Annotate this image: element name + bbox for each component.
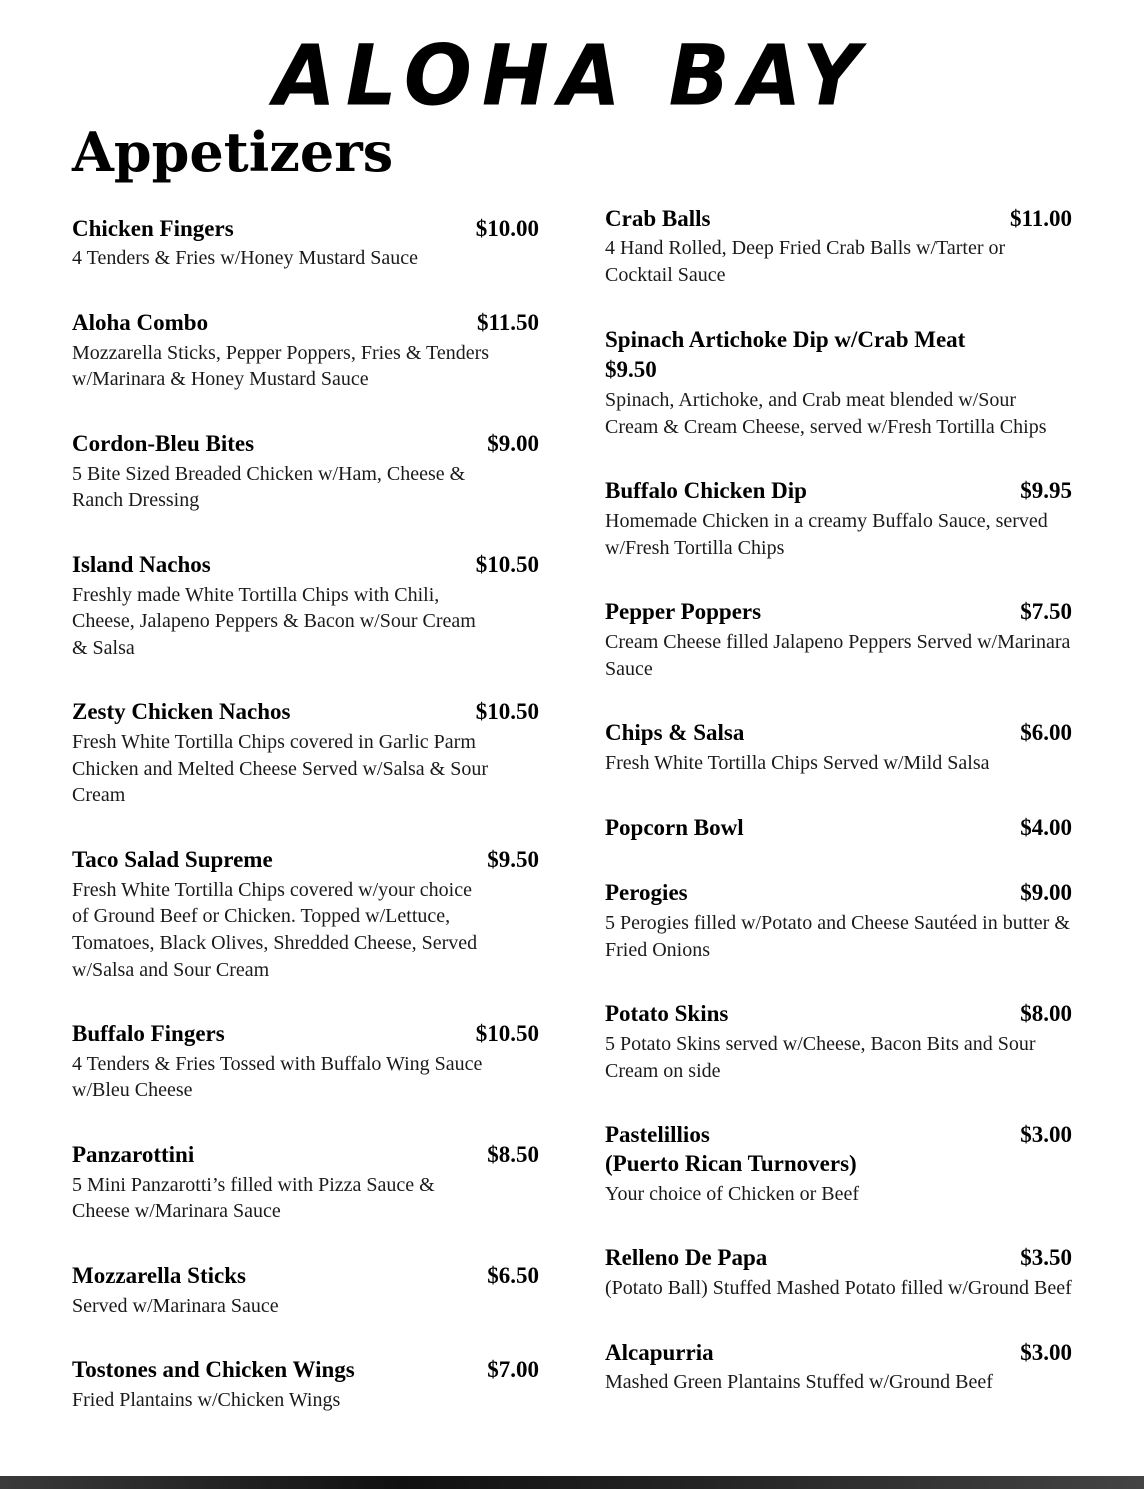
menu-item [605, 879, 1072, 963]
item-price: $8.50 [487, 1142, 539, 1168]
menu-item-header [72, 215, 539, 244]
menu-item-header [605, 814, 1072, 843]
item-description: Homemade Chicken in a creamy Buffalo Sauce, served w/Fresh Tortilla Chips [605, 510, 1048, 559]
item-description: 5 Potato Skins served w/Cheese, Bacon Bits and Sour Cream on side [605, 1032, 1036, 1082]
item-description: Your choice of Chicken or Beef [605, 1182, 860, 1205]
item-price: $10.50 [475, 699, 539, 725]
item-name: Spinach Artichoke Dip w/Crab Meat [605, 326, 966, 352]
menu-item-header [72, 1262, 539, 1291]
item-description: Fried Plantains w/Chicken Wings [72, 1389, 341, 1412]
item-name: Cordon-Bleu Bites [72, 430, 255, 456]
item-name: Island Nachos [72, 551, 211, 577]
item-name: Crab Balls [605, 205, 711, 231]
item-price: $11.50 [477, 310, 539, 336]
section-title: Appetizers [72, 120, 394, 184]
menu-item-header [605, 477, 1072, 506]
item-description: Spinach, Artichoke, and Crab meat blended w/Sour Cream & Cream Cheese, served w/Fresh Tortilla Chips [605, 389, 1047, 438]
item-price: $8.00 [1020, 1001, 1072, 1027]
item-description: (Potato Ball) Stuffed Mashed Potato filled w/Ground Beef [605, 1277, 1072, 1299]
menu-item-header [72, 1356, 539, 1385]
menu-item [72, 1262, 539, 1319]
restaurant-title: ALOHA BAY [273, 26, 871, 125]
menu-item-header [605, 1121, 1072, 1150]
menu-item-header [72, 551, 539, 580]
menu-columns [72, 205, 1072, 1451]
menu-item [72, 1356, 539, 1413]
item-description: Fresh White Tortilla Chips covered w/your choice of Ground Beef or Chicken. Topped w/Lettuce, Tomatoes, Black Olives, Shredded Cheese, Served w/Salsa and Sour Cream [72, 878, 478, 981]
menu-item [605, 598, 1072, 682]
menu-item [72, 1141, 539, 1225]
menu-item [605, 719, 1072, 776]
item-name: Chips & Salsa [605, 720, 745, 746]
menu-item [605, 1339, 1072, 1396]
menu-item [605, 814, 1072, 843]
menu-item-header [72, 1141, 539, 1170]
menu-item [605, 1244, 1072, 1301]
menu-item-header [605, 598, 1072, 627]
item-price: $7.50 [1020, 599, 1072, 625]
menu-item-header [72, 430, 539, 459]
item-price: $10.50 [475, 1021, 539, 1047]
item-price: $9.95 [1020, 478, 1072, 504]
item-price: $4.00 [1020, 814, 1072, 840]
item-price: $9.50 [487, 846, 539, 872]
menu-item-header [605, 1339, 1072, 1368]
menu-item [605, 205, 1072, 289]
item-price: $6.50 [487, 1262, 539, 1288]
menu-item-header [605, 879, 1072, 908]
menu-column-right [605, 205, 1072, 1451]
item-name: Perogies [605, 880, 688, 906]
menu-item-header [72, 1020, 539, 1049]
menu-item [605, 1121, 1072, 1207]
menu-item-header [605, 719, 1072, 748]
item-description: 4 Tenders & Fries w/Honey Mustard Sauce [72, 247, 418, 270]
menu-item-header [605, 326, 1072, 386]
menu-item-header [72, 698, 539, 727]
menu-item-header [605, 1000, 1072, 1029]
item-name: Alcapurria [605, 1339, 714, 1365]
menu-item [72, 846, 539, 983]
item-name: Potato Skins [605, 1001, 729, 1027]
item-name: Tostones and Chicken Wings [72, 1357, 355, 1383]
item-name: Taco Salad Supreme [72, 846, 273, 872]
item-price: $9.50 [605, 357, 657, 383]
item-description: 4 Hand Rolled, Deep Fried Crab Balls w/Tarter or Cocktail Sauce [605, 237, 1006, 287]
item-price: $10.50 [475, 551, 539, 577]
item-description: 5 Perogies filled w/Potato and Cheese Sautéed in butter & Fried Onions [605, 912, 1070, 961]
item-description: 5 Mini Panzarotti’s filled with Pizza Sauce & Cheese w/Marinara Sauce [72, 1173, 435, 1223]
menu-item-header [72, 846, 539, 875]
item-name: Panzarottini [72, 1142, 195, 1168]
item-price: $9.00 [1020, 880, 1072, 906]
item-name: Chicken Fingers [72, 215, 234, 241]
item-name: Relleno De Papa [605, 1245, 768, 1271]
item-description: Mashed Green Plantains Stuffed w/Ground Beef [605, 1371, 993, 1394]
item-name: Buffalo Fingers [72, 1021, 225, 1047]
menu-item [72, 215, 539, 272]
item-price: $11.00 [1010, 205, 1072, 231]
item-name-line2: (Puerto Rican Turnovers) [605, 1150, 857, 1176]
item-price: $3.00 [1020, 1122, 1072, 1148]
item-price: $3.00 [1020, 1339, 1072, 1365]
menu-item [72, 551, 539, 662]
item-name: Pepper Poppers [605, 599, 762, 625]
menu-item [72, 309, 539, 393]
menu-item [72, 1020, 539, 1104]
item-price: $7.00 [487, 1357, 539, 1383]
item-name: Buffalo Chicken Dip [605, 478, 807, 504]
item-description: Cream Cheese filled Jalapeno Peppers Served w/Marinara Sauce [605, 631, 1071, 680]
menu-item [72, 430, 539, 514]
menu-item-header [605, 205, 1072, 234]
item-name: Mozzarella Sticks [72, 1262, 246, 1288]
menu-item [605, 326, 1072, 441]
item-description: 5 Bite Sized Breaded Chicken w/Ham, Cheese & Ranch Dressing [72, 462, 466, 512]
menu-item [605, 477, 1072, 561]
menu-column-left [72, 215, 539, 1451]
item-name: Popcorn Bowl [605, 814, 744, 840]
item-description: Fresh White Tortilla Chips Served w/Mild Salsa [605, 751, 990, 774]
item-price: $6.00 [1020, 720, 1072, 746]
item-price: $10.00 [475, 215, 539, 241]
item-description: 4 Tenders & Fries Tossed with Buffalo Wing Sauce w/Bleu Cheese [72, 1052, 483, 1102]
menu-item-header [605, 1244, 1072, 1273]
item-name: Zesty Chicken Nachos [72, 699, 291, 725]
item-description: Mozzarella Sticks, Pepper Poppers, Fries & Tenders w/Marinara & Honey Mustard Sauce [72, 341, 490, 391]
item-description: Served w/Marinara Sauce [72, 1294, 279, 1317]
item-description: Freshly made White Tortilla Chips with Chili, Cheese, Jalapeno Peppers & Bacon w/Sour Cream & Salsa [72, 583, 476, 659]
item-price: $3.50 [1020, 1245, 1072, 1271]
item-price: $9.00 [487, 430, 539, 456]
item-name: Aloha Combo [72, 310, 209, 336]
menu-header [72, 26, 1072, 125]
item-description: Fresh White Tortilla Chips covered in Garlic Parm Chicken and Melted Cheese Served w/Salsa & Sour Cream [72, 731, 489, 807]
item-name: Pastelillios [605, 1122, 710, 1148]
menu-item [605, 1000, 1072, 1084]
menu-item [72, 698, 539, 809]
menu-item-header [72, 309, 539, 338]
bottom-edge-bar [0, 1476, 1144, 1489]
